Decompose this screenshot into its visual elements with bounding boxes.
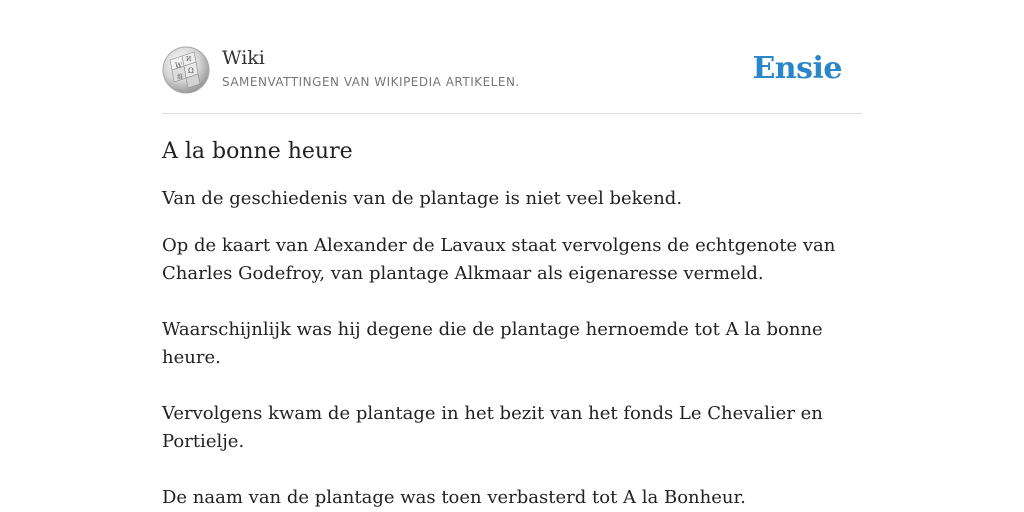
svg-text:W: W bbox=[175, 62, 183, 70]
article-paragraph: Waarschijnlijk was hij degene die de plantage hernoemde tot A la bonne heure. bbox=[162, 319, 823, 368]
article-title: A la bonne heure bbox=[162, 139, 353, 164]
svg-text:維: 維 bbox=[177, 74, 184, 81]
svg-text:И: И bbox=[186, 56, 192, 63]
article-paragraph: Op de kaart van Alexander de Lavaux staat vervolgens de echtgenote van Charles Godefroy, van plantage Alkmaar als eigenaresse vermeld. bbox=[162, 235, 836, 284]
article-paragraph: De naam van de plantage was toen verbasterd tot A la Bonheur. bbox=[162, 487, 746, 508]
site-header bbox=[162, 46, 862, 114]
site-tagline: SAMENVATTINGEN VAN WIKIPEDIA ARTIKELEN. bbox=[222, 75, 520, 89]
site-name[interactable]: Wiki bbox=[222, 47, 265, 69]
page bbox=[162, 0, 862, 512]
brand-logo-link[interactable]: Ensie bbox=[752, 51, 842, 86]
article bbox=[162, 138, 862, 512]
article-paragraph: Van de geschiedenis van de plantage is niet veel bekend. bbox=[162, 188, 683, 209]
wikipedia-globe-icon[interactable] bbox=[162, 46, 210, 94]
article-paragraph: Vervolgens kwam de plantage in het bezit van het fonds Le Chevalier en Portielje. bbox=[162, 403, 823, 452]
svg-text:Ω: Ω bbox=[188, 67, 194, 75]
